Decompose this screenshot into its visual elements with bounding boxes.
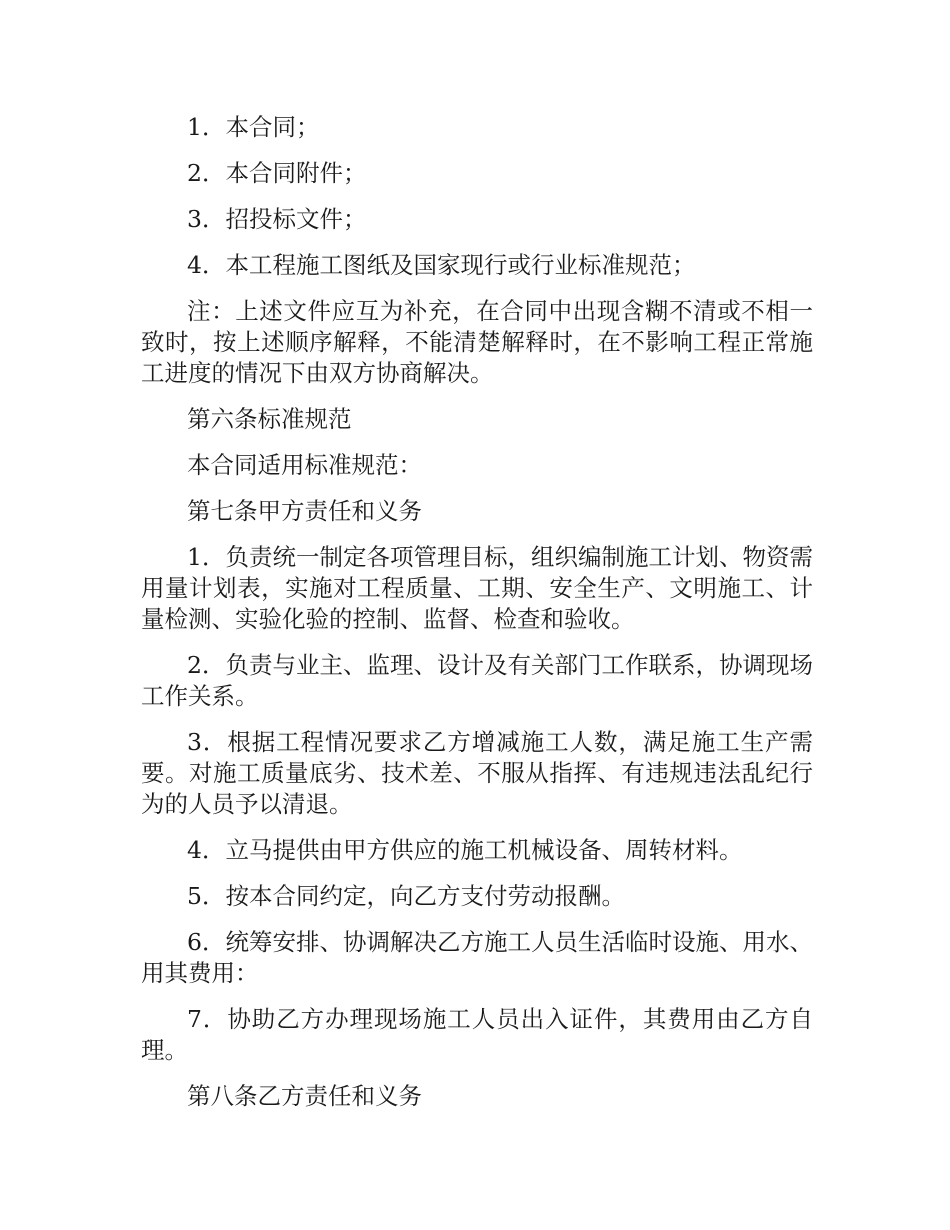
- party-a-duty-2: 2．负责与业主、监理、设计及有关部门工作联系，协调现场工作关系。: [141, 651, 813, 710]
- note-paragraph: 注：上述文件应互为补充，在合同中出现含糊不清或不相一致时，按上述顺序解释，不能清楚解释时，在不影响工程正常施工进度的情况下由双方协商解决。: [141, 297, 813, 387]
- party-a-duty-6: 6．统筹安排、协调解决乙方施工人员生活临时设施、用水、用其费用：: [141, 928, 813, 987]
- document-body: [141, 112, 813, 1127]
- contract-item-1: 1．本合同；: [187, 113, 320, 141]
- article-seven-heading: 第七条甲方责任和义务: [187, 497, 422, 525]
- contract-item-2: 2．本合同附件；: [187, 159, 367, 187]
- contract-item-3: 3．招投标文件；: [187, 205, 367, 233]
- article-eight-heading: 第八条乙方责任和义务: [187, 1082, 422, 1110]
- party-a-duty-4: 4．立马提供由甲方供应的施工机械设备、周转材料。: [187, 836, 743, 864]
- party-a-duty-5: 5．按本合同约定，向乙方支付劳动报酬。: [187, 882, 625, 910]
- party-a-duty-3: 3．根据工程情况要求乙方增减施工人数，满足施工生产需要。对施工质量底劣、技术差、不服从指挥、有违规违法乱纪行为的人员予以清退。: [141, 728, 813, 818]
- party-a-duty-7: 7．协助乙方办理现场施工人员出入证件，其费用由乙方自理。: [141, 1005, 813, 1064]
- applicable-standards: 本合同适用标准规范：: [187, 451, 422, 479]
- contract-item-4: 4．本工程施工图纸及国家现行或行业标准规范；: [187, 251, 696, 279]
- party-a-duty-1: 1．负责统一制定各项管理目标，组织编制施工计划、物资需用量计划表，实施对工程质量、工期、安全生产、文明施工、计量检测、实验化验的控制、监督、检查和验收。: [141, 543, 813, 633]
- article-six-heading: 第六条标准规范: [187, 405, 352, 433]
